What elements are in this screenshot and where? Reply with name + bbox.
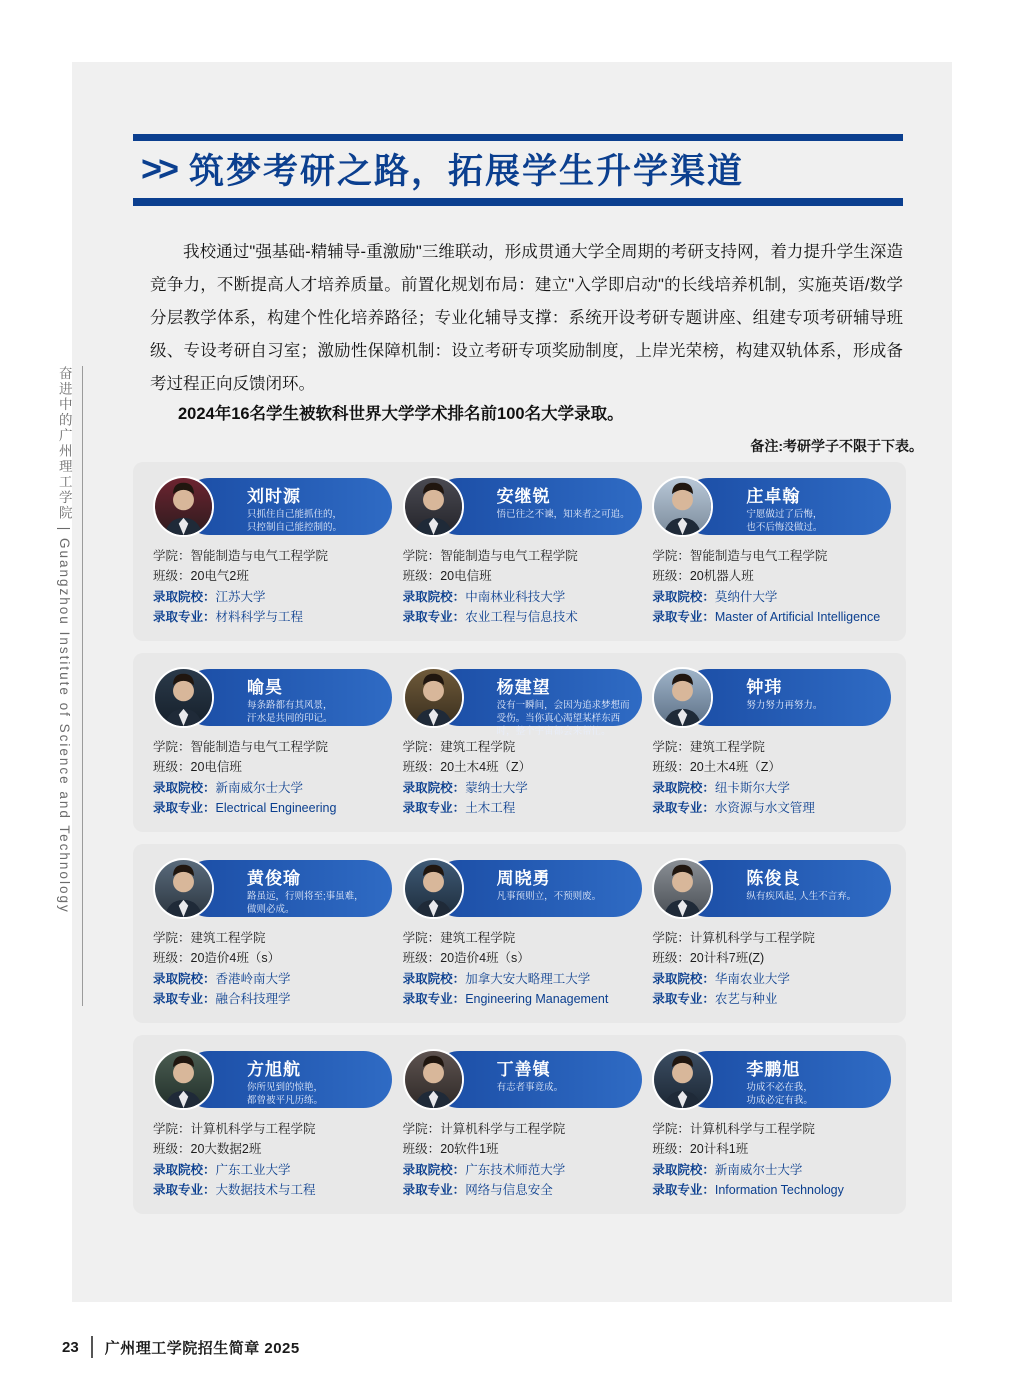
student-band: [133, 462, 906, 641]
student-class-row: [652, 566, 886, 586]
student-college-row: [403, 1119, 637, 1139]
college-label: 学院：: [402, 931, 441, 945]
admitted-school-value: 纽卡斯尔大学: [714, 780, 790, 795]
student-grid: [133, 462, 906, 1214]
college-label: 学院：: [652, 740, 690, 754]
admitted-major-value: 农业工程与信息技术: [465, 609, 578, 624]
heading-row: [133, 142, 903, 196]
student-info: [652, 546, 886, 627]
college-value: 计算机科学与工程学院: [190, 1122, 316, 1136]
student-major-row: [403, 989, 637, 1009]
class-value: 20计科7班(Z): [689, 951, 765, 966]
student-header: [652, 476, 886, 538]
class-label: 班级：: [153, 760, 191, 775]
portrait-icon: [155, 1051, 212, 1108]
student-header: [403, 476, 637, 538]
student-card: [644, 476, 894, 627]
student-major-row: [153, 989, 387, 1009]
intro-paragraph: 我校通过"强基础-精辅导-重激励"三维联动，形成贯通大学全周期的考研支持网，着力提升学生深造竞争力，不断提高人才培养质量。前置化规划布局：建立"入学即启动"的长线培养机制，实施英语/数学分层教学体系，构建个性化培养路径；专业化辅导支撑：系统开设考研专题讲座、组建专项考研辅导班级、专设考研自习室；激励性保障机制：设立考研专项奖励制度，上岸光荣榜，构建双轨体系，形成备考过程正向反馈闭环。: [150, 243, 903, 393]
college-value: 智能制造与电气工程学院: [190, 740, 329, 754]
student-name: 杨建望: [496, 678, 551, 697]
student-major-row: [403, 1180, 637, 1200]
college-value: 计算机科学与工程学院: [440, 1122, 566, 1136]
student-info: [153, 737, 387, 818]
avatar: [652, 667, 713, 728]
student-header: [403, 1049, 637, 1111]
class-value: 20电信班: [440, 569, 492, 584]
admitted-major-label: 录取专业：: [153, 1182, 216, 1197]
class-value: 20电信班: [190, 760, 242, 775]
student-name: 安继锐: [496, 487, 551, 506]
student-school-row: [153, 587, 387, 607]
student-header: [652, 858, 886, 920]
portrait-icon: [654, 669, 711, 726]
student-major-row: [153, 607, 387, 627]
class-label: 班级：: [402, 760, 441, 775]
avatar: [153, 858, 214, 919]
student-name: 方旭航: [247, 1060, 301, 1079]
admitted-major-label: 录取专业：: [402, 609, 466, 624]
student-school-row: [403, 1160, 637, 1180]
student-name: 庄卓翰: [746, 487, 801, 506]
student-name: 李鹏旭: [746, 1060, 801, 1079]
admitted-school-label: 录取院校：: [402, 780, 466, 795]
admitted-major-label: 录取专业：: [153, 991, 216, 1006]
admitted-school-value: 新南威尔士大学: [714, 1162, 803, 1177]
class-value: 20软件1班: [440, 1142, 499, 1157]
student-band: [133, 653, 906, 832]
student-major-row: [652, 989, 886, 1009]
student-card: [395, 1049, 645, 1200]
college-label: 学院：: [652, 931, 690, 945]
student-college-row: [403, 928, 637, 948]
student-name: 喻昊: [247, 678, 283, 697]
admitted-school-value: 中南林业科技大学: [465, 589, 566, 604]
student-header: [153, 858, 387, 920]
student-major-row: [153, 1180, 387, 1200]
student-major-row: [652, 1180, 886, 1200]
avatar: [153, 476, 214, 537]
student-motto: 每条路都有其风景， 汗水是共同的印记。: [247, 700, 333, 725]
portrait-icon: [155, 669, 212, 726]
student-college-row: [403, 737, 637, 757]
avatar: [403, 858, 464, 919]
chevron-double-right-icon: >>: [141, 148, 176, 189]
student-major-row: [403, 607, 637, 627]
admitted-major-label: 录取专业：: [402, 1182, 466, 1197]
student-motto: 只抓住自己能抓住的， 只控制自己能控制的。: [247, 509, 343, 534]
admitted-school-value: 广东工业大学: [215, 1162, 291, 1177]
student-school-row: [153, 1160, 387, 1180]
student-college-row: [403, 546, 637, 566]
student-school-row: [403, 778, 637, 798]
class-label: 班级：: [153, 951, 191, 966]
student-info: [403, 546, 637, 627]
class-value: 20大数据2班: [190, 1142, 262, 1157]
college-label: 学院：: [652, 1122, 690, 1136]
class-label: 班级：: [652, 1142, 690, 1157]
admitted-major-value: Engineering Management: [465, 991, 609, 1006]
student-header: [403, 667, 637, 737]
college-label: 学院：: [153, 740, 191, 754]
admitted-school-label: 录取院校：: [402, 1162, 466, 1177]
student-motto: 你所见到的惊艳， 都曾被平凡历练。: [247, 1082, 324, 1107]
student-name: 陈俊良: [746, 869, 801, 888]
college-value: 建筑工程学院: [689, 740, 765, 754]
student-motto: 凡事预则立，不预则废。: [496, 891, 602, 903]
admitted-major-value: 水资源与水文管理: [714, 800, 815, 815]
student-motto: 功成不必在我， 功成必定有我。: [746, 1082, 813, 1107]
student-info: [153, 928, 387, 1009]
class-value: 20机器人班: [689, 569, 754, 584]
footer-text: 广州理工学院招生简章 2025: [104, 1339, 300, 1357]
avatar: [652, 476, 713, 537]
college-value: 建筑工程学院: [190, 931, 266, 945]
student-class-row: [153, 1139, 387, 1159]
college-label: 学院：: [153, 1122, 191, 1136]
student-card: [145, 476, 395, 627]
class-label: 班级：: [652, 569, 690, 584]
admitted-major-label: 录取专业：: [652, 991, 715, 1006]
admitted-school-label: 录取院校：: [402, 971, 466, 986]
admitted-major-value: 网络与信息安全: [465, 1182, 553, 1197]
college-value: 智能制造与电气工程学院: [689, 549, 828, 563]
footer-divider: [91, 1336, 93, 1358]
student-info: [652, 1119, 886, 1200]
college-label: 学院：: [153, 549, 191, 563]
student-motto: 宁愿做过了后悔， 也不后悔没做过。: [746, 509, 823, 534]
college-label: 学院：: [402, 1122, 441, 1136]
college-value: 建筑工程学院: [440, 931, 516, 945]
student-college-row: [153, 1119, 387, 1139]
admitted-major-label: 录取专业：: [153, 609, 216, 624]
class-value: 20土木4班（Z）: [440, 760, 532, 775]
page-number: 23: [62, 1338, 79, 1356]
admitted-school-value: 华南农业大学: [714, 971, 790, 986]
admitted-major-label: 录取专业：: [652, 1182, 715, 1197]
student-band: [133, 844, 906, 1023]
section-heading: [133, 134, 903, 206]
student-class-row: [403, 948, 637, 968]
student-class-row: [652, 948, 886, 968]
college-value: 计算机科学与工程学院: [689, 1122, 815, 1136]
avatar: [652, 858, 713, 919]
admitted-major-value: 土木工程: [465, 800, 516, 815]
college-label: 学院：: [402, 740, 441, 754]
class-label: 班级：: [153, 569, 191, 584]
student-card: [145, 1049, 395, 1200]
student-info: [153, 546, 387, 627]
admitted-school-value: 莫纳什大学: [714, 589, 778, 604]
admitted-school-value: 广东技术师范大学: [465, 1162, 566, 1177]
admitted-school-value: 香港岭南大学: [215, 971, 291, 986]
admitted-major-value: Master of Artificial Intelligence: [714, 609, 881, 624]
portrait-icon: [405, 669, 462, 726]
admitted-major-label: 录取专业：: [153, 800, 216, 815]
admitted-major-value: Information Technology: [714, 1182, 844, 1197]
admitted-school-label: 录取院校：: [402, 589, 466, 604]
portrait-icon: [405, 860, 462, 917]
admitted-school-label: 录取院校：: [153, 1162, 216, 1177]
student-school-row: [652, 969, 886, 989]
college-label: 学院：: [153, 931, 191, 945]
student-class-row: [652, 757, 886, 777]
student-header: [652, 1049, 886, 1111]
student-class-row: [652, 1139, 886, 1159]
vertical-sidebar-label: [52, 366, 83, 1006]
student-name: 钟玮: [746, 678, 783, 697]
college-value: 计算机科学与工程学院: [689, 931, 815, 945]
student-class-row: [153, 757, 387, 777]
student-school-row: [403, 969, 637, 989]
admitted-school-label: 录取院校：: [153, 971, 216, 986]
avatar: [153, 1049, 214, 1110]
admitted-major-label: 录取专业：: [652, 800, 715, 815]
college-label: 学院：: [652, 549, 690, 563]
student-info: [153, 1119, 387, 1200]
student-school-row: [652, 1160, 886, 1180]
portrait-icon: [405, 478, 462, 535]
student-class-row: [153, 566, 387, 586]
student-motto: 悟已往之不谏，知来者之可追。: [496, 509, 630, 521]
class-value: 20电气2班: [190, 569, 249, 584]
student-card: [644, 1049, 894, 1200]
student-college-row: [652, 546, 886, 566]
student-info: [403, 737, 637, 818]
student-name: 周晓勇: [496, 869, 551, 888]
admitted-major-label: 录取专业：: [652, 609, 715, 624]
portrait-icon: [155, 860, 212, 917]
student-name: 刘时源: [247, 487, 301, 506]
admitted-major-value: 农艺与种业: [714, 991, 778, 1006]
avatar: [403, 667, 464, 728]
student-card: [644, 667, 894, 818]
student-info: [652, 928, 886, 1009]
class-label: 班级：: [153, 1142, 191, 1157]
student-class-row: [153, 948, 387, 968]
vertical-sidebar-text: 奋进中的广州理工学院 | Guangzhou Institute of Science and Technology: [56, 366, 72, 914]
heading-rule-bottom: [133, 198, 903, 206]
student-major-row: [153, 798, 387, 818]
admitted-school-value: 蒙纳士大学: [465, 780, 528, 795]
admitted-major-label: 录取专业：: [402, 800, 466, 815]
admitted-major-value: Electrical Engineering: [215, 800, 337, 815]
student-motto: 路虽远，行则将至;事虽难， 做则必成。: [247, 891, 364, 916]
student-school-row: [403, 587, 637, 607]
admitted-major-value: 材料科学与工程: [215, 609, 304, 624]
college-value: 智能制造与电气工程学院: [190, 549, 329, 563]
student-info: [403, 928, 637, 1009]
heading-rule-top: [133, 134, 903, 141]
admitted-major-value: 大数据技术与工程: [215, 1182, 316, 1197]
student-card: [395, 858, 645, 1009]
student-info: [652, 737, 886, 818]
student-card: [145, 858, 395, 1009]
avatar: [403, 1049, 464, 1110]
student-card: [395, 667, 645, 818]
avatar: [403, 476, 464, 537]
student-college-row: [652, 928, 886, 948]
student-college-row: [652, 1119, 886, 1139]
class-value: 20造价4班（s）: [190, 951, 281, 966]
admitted-school-label: 录取院校：: [652, 780, 715, 795]
student-band: [133, 1035, 906, 1214]
portrait-icon: [654, 478, 711, 535]
avatar: [153, 667, 214, 728]
student-header: [652, 667, 886, 729]
admitted-school-value: 加拿大安大略理工大学: [465, 971, 591, 986]
student-name: 丁善镇: [496, 1060, 551, 1079]
class-label: 班级：: [402, 569, 441, 584]
student-name: 黄俊瑜: [247, 869, 301, 888]
student-class-row: [403, 757, 637, 777]
college-value: 智能制造与电气工程学院: [440, 549, 578, 563]
portrait-icon: [654, 860, 711, 917]
footer: [62, 1336, 962, 1358]
student-header: [153, 1049, 387, 1111]
college-value: 建筑工程学院: [440, 740, 516, 754]
student-school-row: [652, 778, 886, 798]
student-college-row: [153, 546, 387, 566]
student-major-row: [652, 607, 886, 627]
student-school-row: [652, 587, 886, 607]
student-motto: 纵有疾风起, 人生不言弃。: [746, 891, 857, 903]
portrait-icon: [654, 1051, 711, 1108]
student-card: [395, 476, 645, 627]
student-card: [145, 667, 395, 818]
class-label: 班级：: [402, 1142, 441, 1157]
admitted-school-label: 录取院校：: [652, 589, 715, 604]
college-label: 学院：: [402, 549, 441, 563]
intro-highlight: 2024年16名学生被软科世界大学学术排名前100名大学录取。: [178, 405, 624, 423]
admitted-school-label: 录取院校：: [153, 589, 216, 604]
student-header: [153, 667, 387, 729]
portrait-icon: [405, 1051, 462, 1108]
admitted-major-value: 融合科技理学: [215, 991, 291, 1006]
student-motto: 努力努力再努力。: [746, 700, 823, 712]
class-value: 20计科1班: [689, 1142, 749, 1157]
class-label: 班级：: [402, 951, 441, 966]
class-label: 班级：: [652, 951, 690, 966]
student-class-row: [403, 1139, 637, 1159]
intro-note: 备注:考研学子不限于下表。: [750, 438, 923, 454]
page-title: 筑梦考研之路，拓展学生升学渠道: [189, 152, 745, 191]
admitted-school-label: 录取院校：: [153, 780, 216, 795]
student-class-row: [403, 566, 637, 586]
student-header: [153, 476, 387, 538]
student-school-row: [153, 969, 387, 989]
admitted-school-label: 录取院校：: [652, 1162, 715, 1177]
admitted-major-label: 录取专业：: [402, 991, 466, 1006]
student-major-row: [652, 798, 886, 818]
student-major-row: [403, 798, 637, 818]
student-college-row: [652, 737, 886, 757]
class-value: 20土木4班（Z）: [689, 760, 781, 775]
avatar: [652, 1049, 713, 1110]
student-school-row: [153, 778, 387, 798]
admitted-school-value: 新南威尔士大学: [215, 780, 304, 795]
class-value: 20造价4班（s）: [440, 951, 530, 966]
student-motto: 没有一瞬间，会因为追求梦想而受伤。当你真心渴望某样东西时，整个宇宙都会来帮忙。: [496, 700, 630, 737]
student-info: [403, 1119, 637, 1200]
admitted-school-value: 江苏大学: [215, 589, 266, 604]
portrait-icon: [155, 478, 212, 535]
admitted-school-label: 录取院校：: [652, 971, 715, 986]
student-college-row: [153, 737, 387, 757]
student-college-row: [153, 928, 387, 948]
student-header: [403, 858, 637, 920]
student-card: [644, 858, 894, 1009]
student-motto: 有志者事竟成。: [496, 1082, 564, 1094]
class-label: 班级：: [652, 760, 690, 775]
